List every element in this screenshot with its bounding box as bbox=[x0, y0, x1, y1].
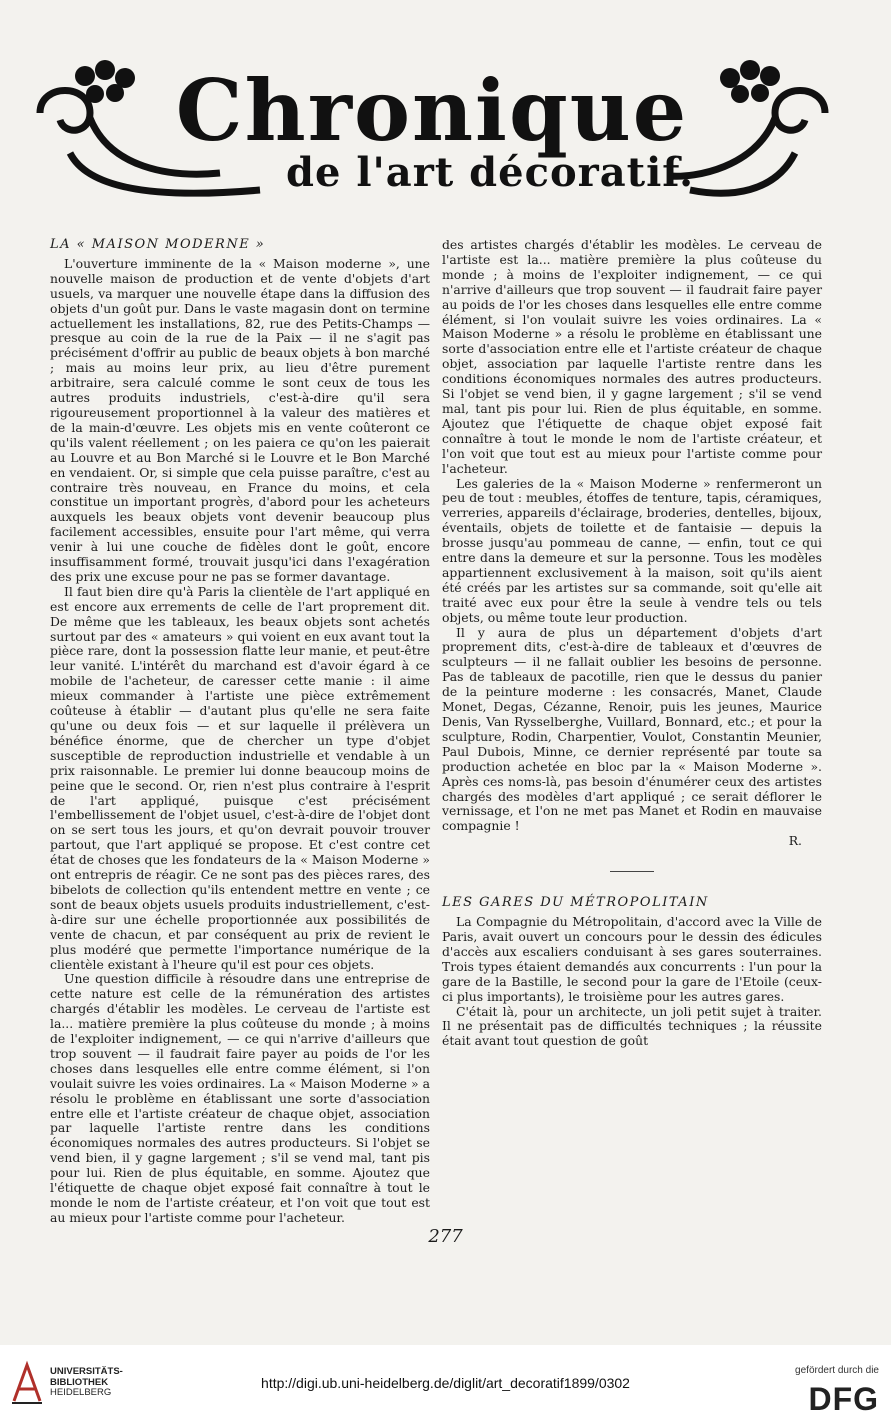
masthead-title: Chronique bbox=[175, 61, 689, 160]
signature: R. bbox=[788, 833, 802, 849]
paragraph: Une question difficile à résoudre dans une entreprise de cette nature est celle de la rémunération des artistes chargés d'établir les modèles. Le cerveau de l'artiste est la... matière première la plus coûteuse du monde ; à moins de l'exploiter indignement, — ce qui n'arrive d'ailleurs que trop souvent — il faudrait faire payer au poids de l'or les choses dans lesquelles elle entre comme élément, si l'on voulait suivre les voies ordinaires. La « Maison Moderne » a résolu le problème en établissant une sorte d'association entre elle et l'artiste créateur de chaque objet, association par laquelle l'artiste rentre dans les conditions économiques normales des autres producteurs. Si l'objet se vend bien, il y gagne largement ; s'il se vend mal, tant pis pour lui. Rien de plus équitable, en somme. Ajoutez que l'étiquette de chaque objet exposé fait connaître à tout le monde le nom de l'artiste créateur, et l'on voit que tout est au mieux pour l'artiste comme pour l'acheteur. bbox=[50, 971, 430, 1225]
paragraph: Les galeries de la « Maison Moderne » renfermeront un peu de tout : meubles, étoffes de tenture, tapis, céramiques, verreries, appareils d'éclairage, broderies, dentelles, bijoux, éventails, objets de toilette et de fantaisie — depuis la brosse jusqu'au pommeau de canne, — enfin, tout ce qui entre dans la demeure et sur la personne. Tous les modèles appartiennent exclusivement à la maison, soit qu'ils aient été créés par les artistes sur sa commande, soit qu'elle ait traité avec eux pour être la seule à vendre tels ou tels objets, ou même toute leur production. bbox=[442, 475, 822, 625]
left-column bbox=[50, 237, 430, 1225]
masthead-subtitle: de l'art décoratif. bbox=[285, 149, 695, 196]
paragraph: La Compagnie du Métropolitain, d'accord avec la Ville de Paris, avait ouvert un concours pour le dessin des édicules d'accès aux escaliers conduisant à ses gares souterraines. Trois types étaient demandés aux concurrents : l'un pour la gare de la Bastille, le second pour la gare de l'Etoile (ceux-ci plus importants), le troisième pour les autres gares. bbox=[442, 914, 822, 1004]
paragraph-continued: des artistes chargés d'établir les modèles. Le cerveau de l'artiste est la... matière première la plus coûteuse du monde ; à moins de l'exploiter indignement, — ce qui n'arrive d'ailleurs que trop souvent — il faudrait faire payer au poids de l'or les choses dans lesquelles elle entre comme élément, si l'on voulait suivre les voies ordinaires. La « Maison Moderne » a résolu le problème en établissant une sorte d'association entre elle et l'artiste créateur de chaque objet, association par laquelle l'artiste rentre dans les conditions économiques normales des autres producteurs. Si l'objet se vend bien, il y gagne largement ; s'il se vend mal, tant pis pour lui. Rien de plus équitable, en somme. Ajoutez que l'étiquette de chaque objet exposé fait connaître à tout le monde le nom de l'artiste créateur, et l'on voit que tout est au mieux pour l'artiste comme pour l'acheteur. bbox=[442, 237, 822, 476]
library-name-line: UNIVERSITÄTS- bbox=[50, 1366, 123, 1377]
library-name-line: BIBLIOTHEK bbox=[50, 1376, 109, 1388]
dfg-logo: DFG bbox=[808, 1381, 879, 1417]
masthead-svg bbox=[30, 58, 835, 208]
right-flower-icon bbox=[720, 60, 780, 103]
library-name-line: HEIDELBERG bbox=[50, 1387, 112, 1398]
paragraph: Il faut bien dire qu'à Paris la clientèle de l'art appliqué en est encore aux errements de celle de l'art proprement dit. De même que les tableaux, les beaux objets sont achetés surtout par des « amateurs » qui voient en eux avant tout la pièce rare, dont la possession flatte leur manie, et peut-être leur vanité. L'intérêt du marchand est d'avoir égard à ce mobile de l'acheteur, de caresser cette manie : il aime mieux commander à l'artiste une pièce extrêmement coûteuse à établir — d'autant plus qu'elle ne sera faite qu'une ou deux fois — et sur laquelle il prélèvera un bénéfice énorme, que de chercher un type d'objet susceptible de reproduction industrielle et vendable à un prix raisonnable. Le premier lui donne beaucoup moins de peine que le second. Or, rien n'est plus contraire à l'esprit de l'art appliqué, puisque c'est précisément l'embellissement de l'objet usuel, c'est-à-dire de l'objet dont on se sert tous les jours, et qu'on devrait pouvoir trouver partout, que l'art appliqué se propose. Et c'est contre cet état de choses que les fondateurs de la « Maison Moderne » ont entrepris de réagir. Ce ne sont pas des pièces rares, des bibelots de collection qu'ils entendent mettre en vente ; ce sont de beaux objets usuels produits industriellement, c'est-à-dire sur une échelle proportionnée aux possibilités de vente de chacun, et par conséquent au prix de revient le plus modéré que permette l'importance numérique de la clientèle existant à l'heure qu'il est pour ces objets. bbox=[50, 583, 430, 972]
section-heading-maison-moderne: LA « MAISON MODERNE » bbox=[50, 237, 266, 252]
funded-by-label: gefördert durch die bbox=[795, 1365, 879, 1376]
right-column bbox=[442, 238, 822, 1049]
page-number: 277 bbox=[428, 1226, 463, 1247]
source-url-link[interactable]: http://digi.ub.uni-heidelberg.de/diglit/art_decoratif1899/0302 bbox=[261, 1375, 630, 1391]
paragraph: L'ouverture imminente de la « Maison moderne », une nouvelle maison de production et de vente d'objets d'art usuels, va marquer une nouvelle étape dans la diffusion des objets d'un goût pur. Dans le vaste magasin dont on termine actuellement les installations, 82, rue des Petits-Champs — presque au coin de la rue de la Paix — il ne s'agit pas précisément d'offrir au public de beaux objets à bon marché ; mais au moins leur prix, au lieu d'être purement arbitraire, sera calculé comme le sont ceux de tous les autres produits industriels, c'est-à-dire qu'il sera rigoureusement proportionnel à la valeur des matières et de la main-d'œuvre. Les objets mis en vente coûteront ce qu'ils valent réellement ; on les paiera ce qu'on les paierait au Louvre et au Bon Marché si le Louvre et le Bon Marché en vendaient. Or, si simple que cela puisse paraître, c'est au contraire très nouveau, en France du moins, et cela constitue un important progrès, d'abord pour les acheteurs auxquels les beaux objets vont devenir beaucoup plus facilement accessibles, ensuite pour l'art même, qui verra venir à lui une couche de fidèles dont le goût, encore insuffisamment formé, trouvait jusqu'ici dans l'exagération des prix une excuse pour ne pas se former davantage. bbox=[50, 255, 430, 584]
section-heading-gares-metropolitain: LES GARES DU MÉTROPOLITAIN bbox=[442, 895, 709, 911]
section-divider bbox=[610, 871, 654, 872]
masthead-ornament bbox=[30, 58, 835, 208]
footer-bar bbox=[0, 1345, 891, 1424]
paragraph: Il y aura de plus un département d'objets d'art proprement dits, c'est-à-dire de tableaux et d'œuvres de sculpteurs — il ne fallait oublier les besoins de personne. Pas de tableaux de pacotille, rien que le dessus du panier de la peinture moderne : les consacrés, Manet, Claude Monet, Degas, Cézanne, Renoir, puis les jeunes, Maurice Denis, Van Rysselberghe, Vuillard, Bonnard, etc.; et pour la sculpture, Rodin, Charpentier, Voulot, Constantin Meunier, Paul Dubois, Minne, ce dernier représenté par toute sa production achetée en bloc par la « Maison Moderne ». Après ces noms-là, pas besoin d'énumérer ceux des artistes chargés des modèles d'art appliqué ; ce serait déflorer le vernissage, et l'on ne met pas Manet et Rodin en mauvaise compagnie ! bbox=[442, 624, 822, 834]
paragraph: C'était là, pour un architecte, un joli petit sujet à traiter. Il ne présentait pas de difficultés techniques ; la réussite était avant tout question de goût bbox=[442, 1003, 822, 1049]
